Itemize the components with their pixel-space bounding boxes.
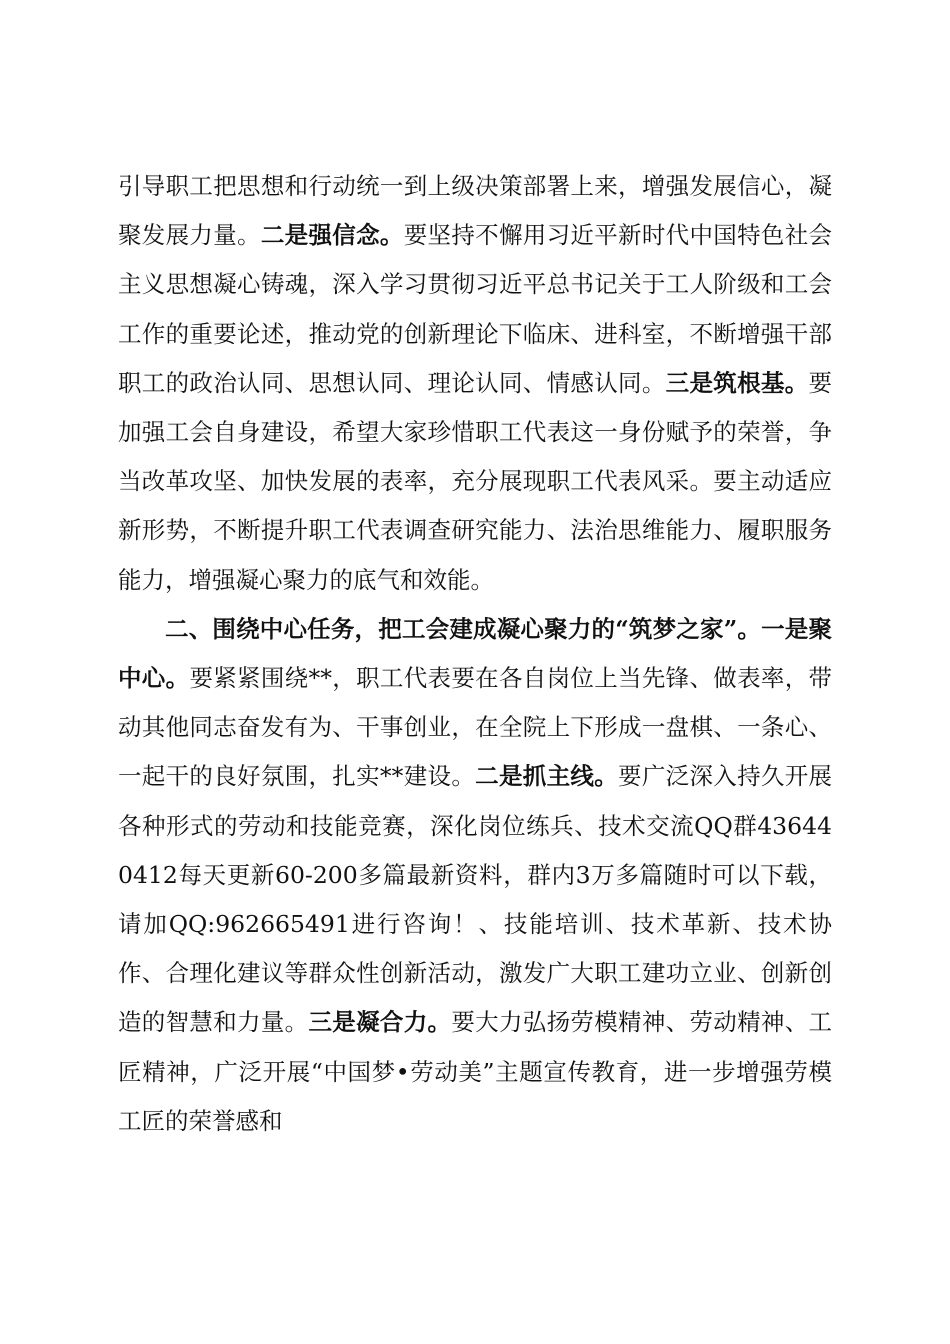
section-heading: 二、围绕中心任务，把工会建成凝心聚力的“筑梦之家”。 — [165, 614, 762, 643]
text-run: 要坚持不懈用习近平新时代中国特色社会主义思想凝心铸魂，深入学习贯彻习近平总书记关于工人阶级和工会工作的重要论述，推动党的创新理论下临床、进科室，不断增强干部职工的政治认同、思想认同、理论认同、情感认同。 — [118, 221, 833, 397]
bold-lead: 三是凝合力。 — [308, 1008, 452, 1037]
text-run: 要大力弘扬劳模精神、劳动精神、工匠精神，广泛开展“中国梦•劳动美”主题宣传教育，进一步增强劳模工匠的荣誉感和 — [118, 1008, 833, 1135]
bold-lead: 三是筑根基。 — [665, 368, 809, 397]
bold-lead: 二是抓主线。 — [475, 762, 619, 791]
paragraph-1 — [118, 162, 832, 605]
bold-lead: 二是强信念。 — [260, 221, 404, 250]
text-run: 要加强工会自身建设，希望大家珍惜职工代表这一身份赋予的荣誉，争当改革攻坚、加快发展的表率，充分展现职工代表风采。要主动适应新形势，不断提升职工代表调查研究能力、法治思维能力、履职服务能力，增强凝心聚力的底气和效能。 — [118, 368, 833, 594]
text-run: 要广泛深入持久开展各种形式的劳动和技能竞赛，深化岗位练兵、技术交流QQ群436440412每天更新60-200多篇最新资料，群内3万多篇随时可以下载，请加QQ:962665491进行咨询！、技能培训、技术革新、技术协作、合理化建议等群众性创新活动，激发广大职工建功立业、创新创造的智慧和力量。 — [118, 762, 833, 1037]
text-run: 要紧紧围绕**，职工代表要在各自岗位上当先锋、做表率，带动其他同志奋发有为、干事创业，在全院上下形成一盘棋、一条心、一起干的良好氛围，扎实**建设。 — [118, 664, 833, 791]
body-text — [118, 162, 832, 1146]
text-run: 引导职工把思想和行动统一到上级决策部署上来，增强发展信心，凝聚发展力量。 — [118, 172, 832, 250]
paragraph-2 — [118, 605, 832, 1146]
bold-lead: 一是聚中心。 — [118, 614, 832, 693]
